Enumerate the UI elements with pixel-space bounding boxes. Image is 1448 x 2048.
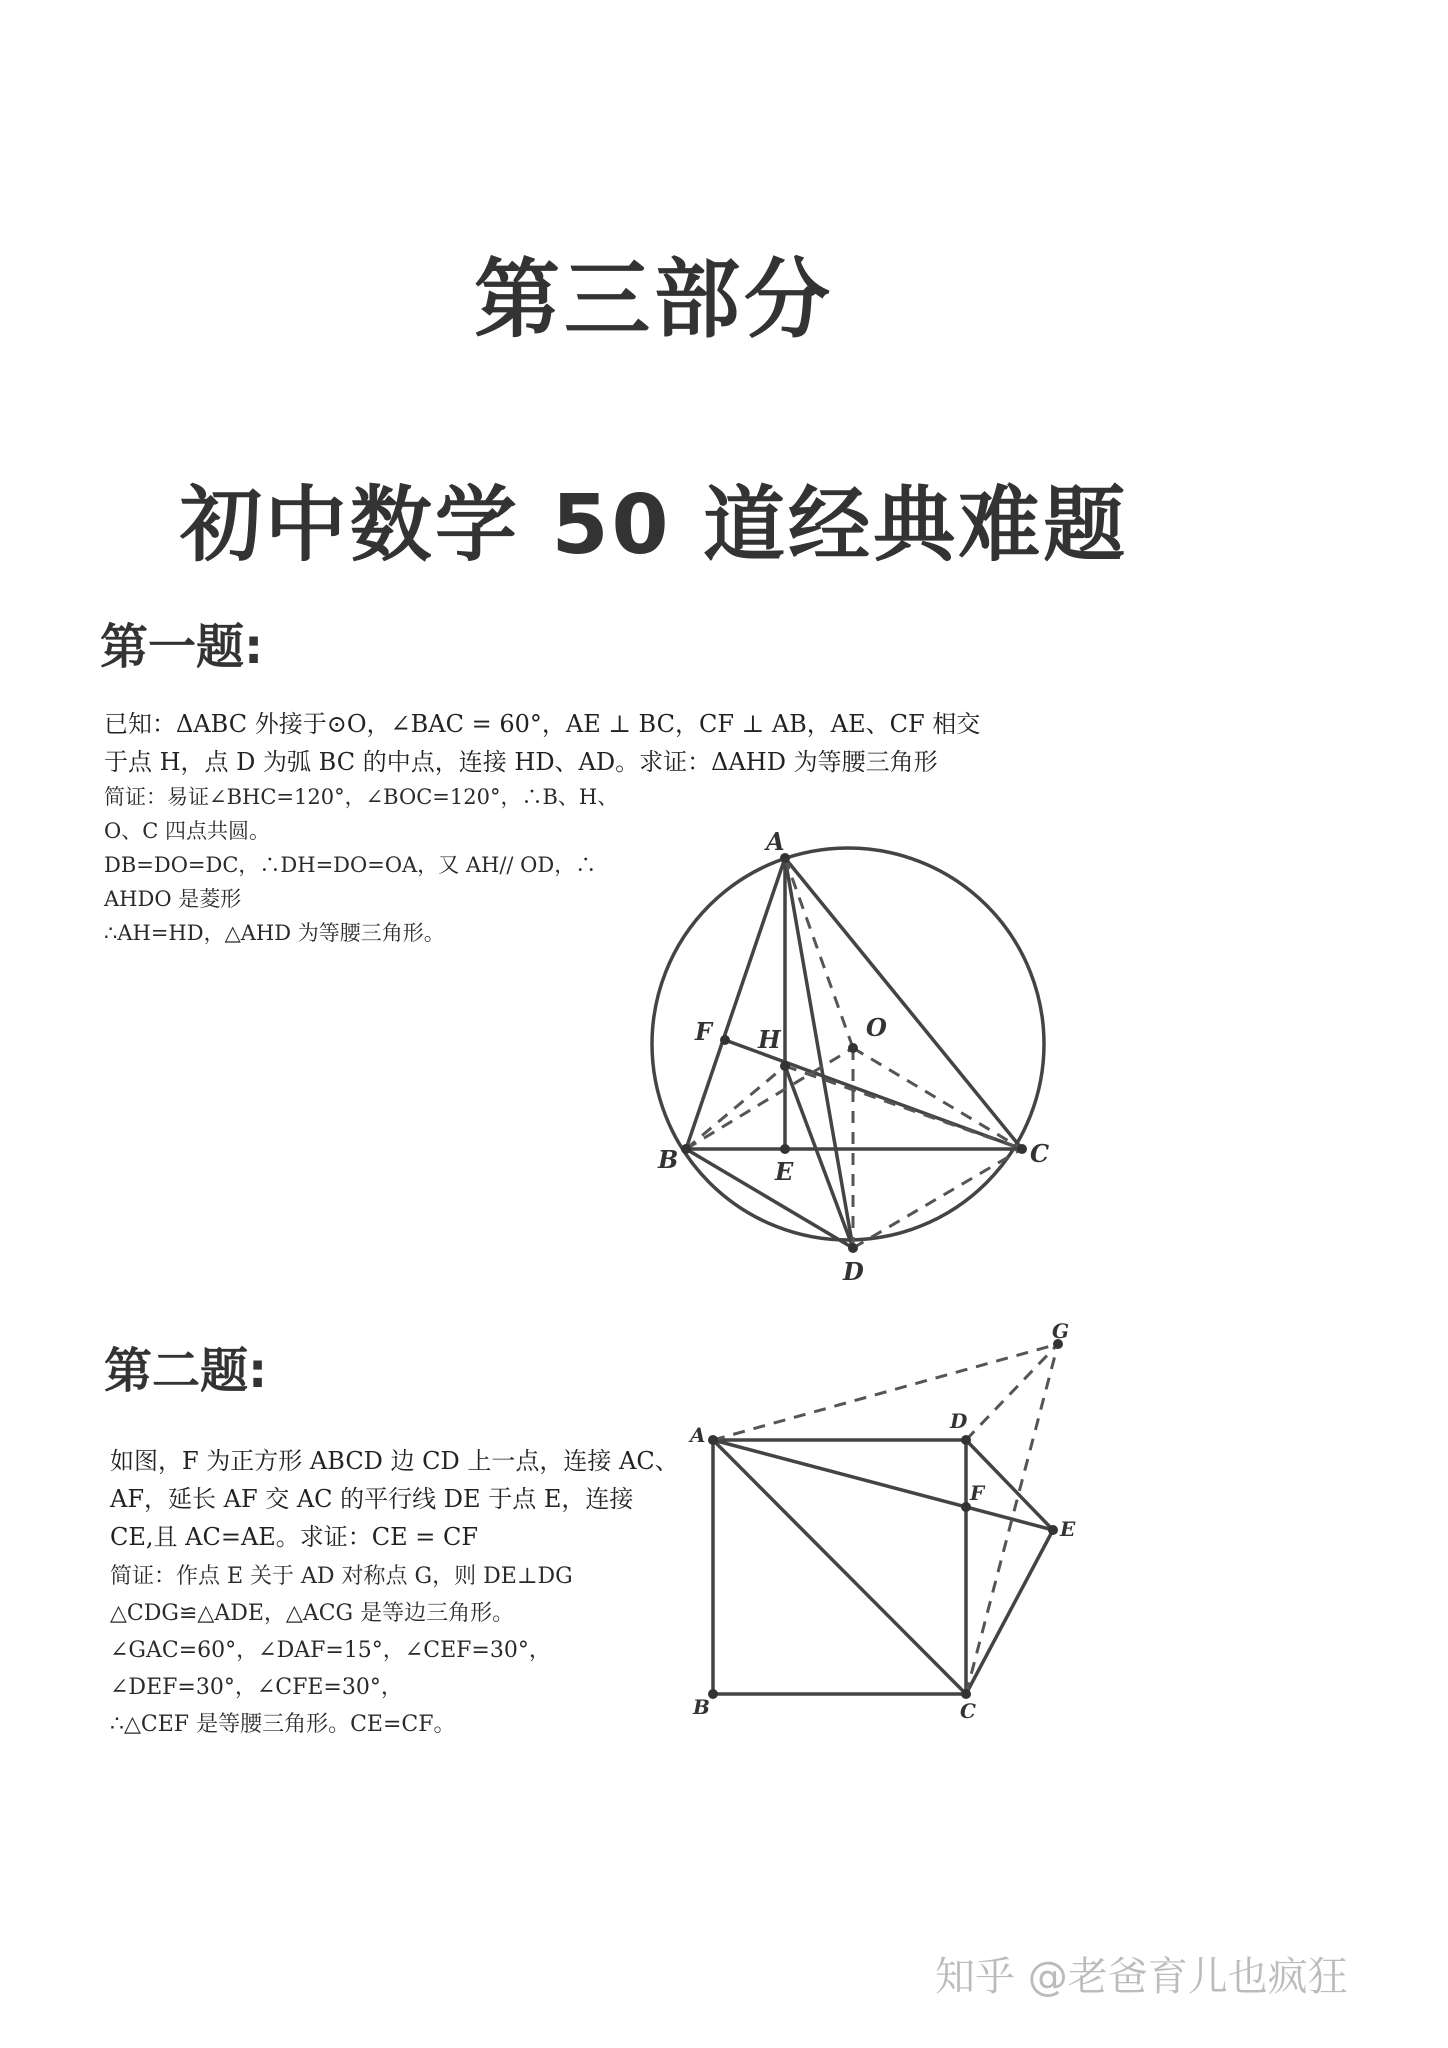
q1-label-e: E <box>775 1157 794 1186</box>
q1-solution-line: 简证：易证∠BHC=120°，∠BOC=120°，∴B、H、 <box>104 785 619 809</box>
q2-point-e <box>1048 1525 1058 1535</box>
q1-problem-line: 于点 H，点 D 为弧 BC 的中点，连接 HD、AD。求证：ΔAHD 为等腰三角形 <box>104 748 938 776</box>
q2-segment-ac <box>713 1440 966 1694</box>
q2-problem <box>110 1442 679 1556</box>
q2-solution-line: ∴△CEF 是等腰三角形。CE=CF。 <box>110 1712 456 1737</box>
q2-solution <box>110 1558 573 1743</box>
q2-segment-ce <box>966 1530 1053 1694</box>
q1-problem-line: 已知：ΔABC 外接于⊙O，∠BAC = 60°，AE ⊥ BC，CF ⊥ AB，AE、CF 相交 <box>104 710 981 738</box>
q2-problem-line: CE,且 AC=AE。求证：CE = CF <box>110 1523 479 1551</box>
main-title: 初中数学 50 道经典难题 <box>179 478 1129 573</box>
q1-segment-ad <box>785 858 853 1248</box>
q1-segment-ab <box>686 858 785 1149</box>
q2-solution-line: △CDG≌△ADE，△ACG 是等边三角形。 <box>110 1601 515 1626</box>
q2-problem-line: 如图，F 为正方形 ABCD 边 CD 上一点，连接 AC、 <box>110 1447 679 1475</box>
q1-solution-line: AHDO 是菱形 <box>104 887 242 911</box>
q1-label-h: H <box>758 1025 781 1054</box>
q1-point-c <box>1017 1144 1027 1154</box>
q1-label-o: O <box>866 1013 887 1042</box>
part-title: 第三部分 <box>474 250 834 350</box>
q1-solution-line: O、C 四点共圆。 <box>104 819 270 843</box>
q1-dashed-oc <box>853 1048 1022 1149</box>
q1-label-d: D <box>843 1257 864 1286</box>
q1-point-d <box>848 1243 858 1253</box>
q2-segment-ae <box>713 1440 1053 1530</box>
q1-solution-line: ∴AH=HD，△AHD 为等腰三角形。 <box>104 921 445 945</box>
q2-solution-line: 简证：作点 E 关于 AD 对称点 G，则 DE⊥DG <box>110 1564 573 1589</box>
q2-label-e: E <box>1060 1517 1076 1541</box>
q2-point-a <box>708 1435 718 1445</box>
q1-dashed-dc <box>853 1149 1022 1248</box>
q1-point-f <box>720 1035 730 1045</box>
q2-solution-line: ∠DEF=30°，∠CFE=30°， <box>110 1675 403 1700</box>
q1-dashed-ao <box>785 858 853 1048</box>
q2-heading: 第二题: <box>104 1343 268 1399</box>
q1-label-b: B <box>658 1145 679 1174</box>
q1-solution-line: DB=DO=DC，∴DH=DO=OA，又 AH// OD，∴ <box>104 853 597 877</box>
q1-segment-hd <box>785 1066 853 1248</box>
q1-heading: 第一题: <box>100 619 264 675</box>
q1-segment-bd <box>686 1149 853 1248</box>
q2-dashed-ag <box>713 1344 1058 1440</box>
q2-point-d <box>961 1435 971 1445</box>
q2-dashed-dg <box>966 1344 1058 1440</box>
q2-problem-line: AF，延长 AF 交 AC 的平行线 DE 于点 E，连接 <box>110 1485 634 1513</box>
q2-label-g: G <box>1052 1319 1070 1343</box>
q1-point-h <box>780 1061 790 1071</box>
q2-label-a: A <box>690 1423 706 1447</box>
q1-label-f: F <box>695 1017 713 1046</box>
q2-point-c <box>961 1689 971 1699</box>
q1-point-b <box>681 1144 691 1154</box>
watermark: 知乎 @老爸育儿也疯狂 <box>935 1954 1348 2000</box>
q2-label-d: D <box>950 1409 968 1433</box>
q2-label-b: B <box>693 1695 710 1719</box>
q1-label-c: C <box>1030 1139 1050 1168</box>
q1-point-o <box>848 1043 858 1053</box>
q2-label-f: F <box>970 1481 985 1505</box>
q1-label-a: A <box>766 827 785 856</box>
q2-label-c: C <box>960 1699 976 1723</box>
q1-point-e <box>780 1144 790 1154</box>
q2-solution-line: ∠GAC=60°，∠DAF=15°，∠CEF=30°， <box>110 1638 551 1663</box>
